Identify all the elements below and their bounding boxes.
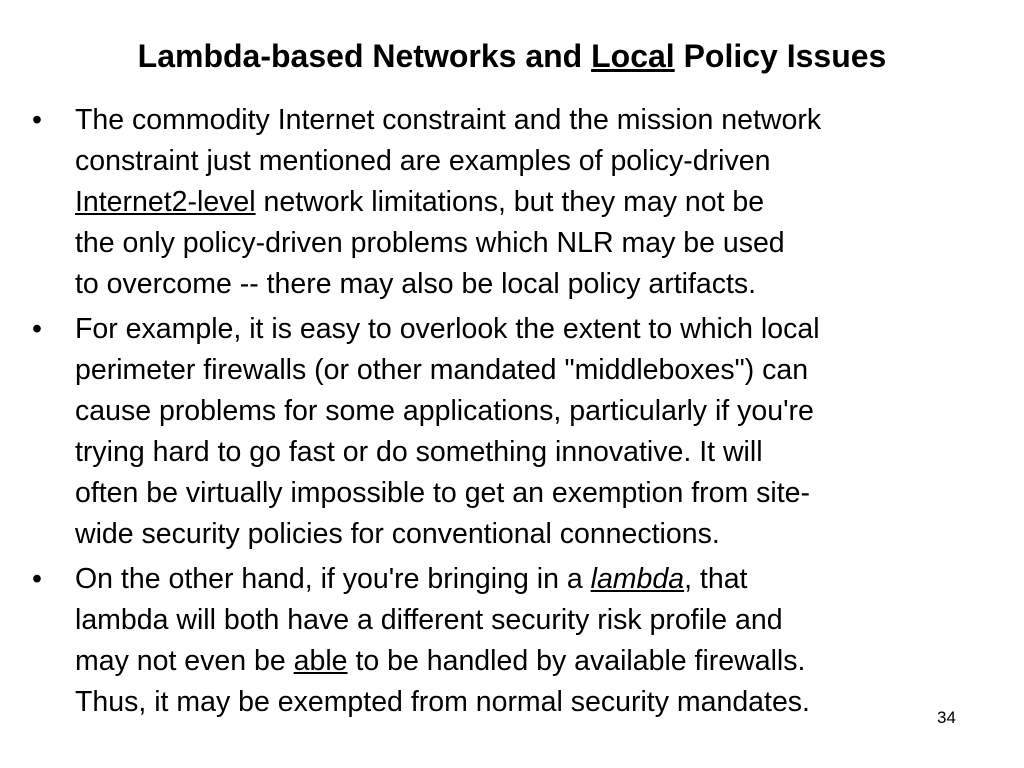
bullet-line: perimeter firewalls (or other mandated "middleboxes") can bbox=[75, 354, 809, 386]
bullet-item bbox=[32, 100, 992, 305]
line-text: , that bbox=[684, 563, 748, 595]
bullet-list bbox=[32, 100, 992, 727]
bullet-item bbox=[32, 559, 992, 723]
bullet-line: For example, it is easy to overlook the extent to which local bbox=[75, 313, 820, 345]
bullet-line: lambda will both have a different security risk profile and bbox=[75, 604, 783, 636]
bullet-line: Thus, it may be exempted from normal security mandates. bbox=[75, 686, 810, 718]
bullet-line: The commodity Internet constraint and the mission network bbox=[75, 104, 822, 136]
line-text: On the other hand, if you're bringing in a bbox=[75, 563, 591, 595]
bullet-line: to overcome -- there may also be local policy artifacts. bbox=[75, 268, 757, 300]
bullet-line bbox=[75, 641, 992, 682]
bullet-line: trying hard to go fast or do something innovative. It will bbox=[75, 436, 763, 468]
underlined-term: able bbox=[293, 645, 348, 677]
line-text: may not even be bbox=[75, 645, 294, 677]
line-text: to be handled by available firewalls. bbox=[347, 645, 806, 677]
bullet-marker: • bbox=[32, 104, 42, 136]
emphasized-term: lambda bbox=[590, 563, 685, 595]
title-text-end: Policy Issues bbox=[674, 38, 887, 74]
bullet-item bbox=[32, 309, 992, 555]
bullet-line: the only policy-driven problems which NLR may be used bbox=[75, 227, 785, 259]
bullet-line: constraint just mentioned are examples of policy-driven bbox=[75, 145, 771, 177]
bullet-line bbox=[75, 559, 992, 600]
bullet-line: wide security policies for conventional connections. bbox=[75, 518, 720, 550]
title-text-start: Lambda-based Networks and bbox=[137, 38, 592, 74]
title-underlined-word: Local bbox=[591, 38, 675, 74]
slide-title bbox=[0, 34, 1024, 78]
line-text: network limitations, but they may not be bbox=[255, 186, 765, 218]
bullet-line: often be virtually impossible to get an exemption from site- bbox=[75, 477, 811, 509]
underlined-term: Internet2-level bbox=[75, 186, 256, 218]
bullet-line bbox=[75, 182, 992, 223]
bullet-line: cause problems for some applications, particularly if you're bbox=[75, 395, 814, 427]
page-number: 34 bbox=[937, 708, 956, 727]
bullet-marker: • bbox=[32, 563, 42, 595]
bullet-marker: • bbox=[32, 313, 42, 345]
